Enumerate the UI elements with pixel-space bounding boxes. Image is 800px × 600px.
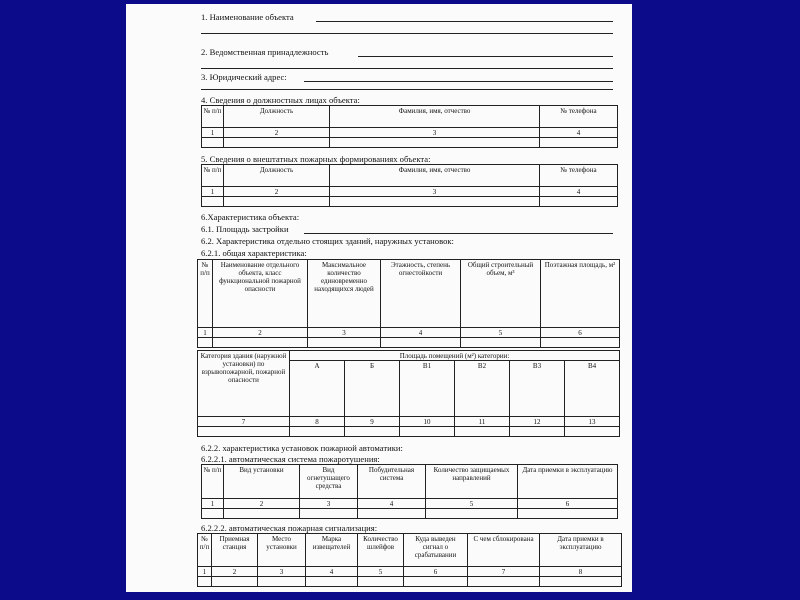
column-number: 6 (518, 499, 618, 509)
column-number: 6 (541, 328, 620, 338)
table-header-cell: Должность (224, 165, 330, 187)
item-1-fill-line (316, 21, 613, 22)
table-header-cell: Фамилия, имя, отчество (330, 165, 540, 187)
table-header-cell: Куда выведен сигнал о срабатывании (404, 534, 468, 567)
item-2-fill-line-2 (201, 68, 613, 69)
table-header-cell: № п/п (198, 534, 212, 567)
table-header-cell: Общий строительный объем, м³ (461, 260, 541, 328)
column-number: 1 (202, 128, 224, 138)
column-number: 1 (198, 328, 213, 338)
item-2-fill-line (358, 56, 613, 57)
fire-units-table (201, 164, 618, 207)
table-header-cell: Поэтажная площадь, м² (541, 260, 620, 328)
category-header: Категория здания (наружной установки) по взрывопожарной, пожарной опасности (198, 351, 290, 417)
table-header-cell: Фамилия, имя, отчество (330, 106, 540, 128)
column-number: 8 (290, 417, 345, 427)
column-number: 7 (468, 567, 540, 577)
item-6-label: 6.Характеристика объекта: (201, 212, 300, 222)
item-1-label: 1. Наименование объекта (201, 12, 294, 22)
table-header-cell: Вид установки (224, 465, 300, 499)
area-header: Площадь помещений (м²) категории: (290, 351, 620, 361)
column-number: 1 (198, 567, 212, 577)
category-column: А (290, 361, 345, 417)
item-5-label: 5. Сведения о внештатных пожарных формированиях объекта: (201, 154, 431, 164)
column-number: 2 (224, 128, 330, 138)
column-number: 6 (404, 567, 468, 577)
category-column: В3 (510, 361, 565, 417)
column-number: 5 (426, 499, 518, 509)
table-header-cell: Дата приемки в эксплуатацию (518, 465, 618, 499)
document-page (126, 4, 632, 592)
column-number: 9 (345, 417, 400, 427)
item-6-1-label: 6.1. Площадь застройки (201, 224, 289, 234)
column-number: 3 (330, 187, 540, 197)
column-number: 1 (202, 187, 224, 197)
column-number: 10 (400, 417, 455, 427)
category-column: В1 (400, 361, 455, 417)
table-header-cell: Наименование отдельного объекта, класс функциональной пожарной опасности (213, 260, 308, 328)
table-header-cell: № п/п (202, 106, 224, 128)
table-header-cell: Приемная станция (212, 534, 258, 567)
category-column: В2 (455, 361, 510, 417)
column-number: 2 (224, 187, 330, 197)
table-header-cell: Дата приемки в эксплуатацию (540, 534, 622, 567)
item-6-2-2-2-label: 6.2.2.2. автоматическая пожарная сигнализация: (201, 523, 378, 533)
item-2-label: 2. Ведомственная принадлежность (201, 47, 329, 57)
table-header-cell: Количество шлейфов (358, 534, 404, 567)
column-number: 3 (300, 499, 358, 509)
column-number: 4 (358, 499, 426, 509)
column-number: 7 (198, 417, 290, 427)
table-header-cell: Должность (224, 106, 330, 128)
officials-table (201, 105, 618, 148)
category-column: В4 (565, 361, 620, 417)
column-number: 2 (212, 567, 258, 577)
item-3-fill-line-2 (201, 89, 613, 90)
fire-alarm-table (197, 533, 622, 587)
building-category-table (197, 350, 620, 437)
column-number: 11 (455, 417, 510, 427)
category-column: Б (345, 361, 400, 417)
extinguishing-system-table (201, 464, 618, 519)
table-header-cell: Этажность, степень огнестойкости (381, 260, 461, 328)
column-number: 5 (461, 328, 541, 338)
table-header-cell: № телефона (540, 106, 618, 128)
table-header-cell: Место установки (258, 534, 306, 567)
table-header-cell: № телефона (540, 165, 618, 187)
column-number: 4 (540, 128, 618, 138)
table-header-cell: Вид огнетушащего средства (300, 465, 358, 499)
item-1-fill-line-2 (201, 33, 613, 34)
column-number: 4 (306, 567, 358, 577)
column-number: 3 (330, 128, 540, 138)
general-characteristics-table (197, 259, 620, 348)
table-header-cell: Максимальное количество единовременно находящихся людей (308, 260, 381, 328)
column-number: 2 (224, 499, 300, 509)
item-6-2-2-label: 6.2.2. характеристика установок пожарной автоматики: (201, 443, 403, 453)
column-number: 12 (510, 417, 565, 427)
column-number: 5 (358, 567, 404, 577)
item-3-label: 3. Юридический адрес: (201, 72, 287, 82)
table-header-cell: № п/п (198, 260, 213, 328)
column-number: 13 (565, 417, 620, 427)
column-number: 3 (258, 567, 306, 577)
table-header-cell: Количество защищаемых направлений (426, 465, 518, 499)
column-number: 2 (213, 328, 308, 338)
item-6-2-1-label: 6.2.1. общая характеристика: (201, 248, 307, 258)
table-header-cell: № п/п (202, 165, 224, 187)
column-number: 1 (202, 499, 224, 509)
table-header-cell: Побудительная система (358, 465, 426, 499)
column-number: 4 (540, 187, 618, 197)
column-number: 4 (381, 328, 461, 338)
column-number: 8 (540, 567, 622, 577)
item-6-2-2-1-label: 6.2.2.1. автоматическая система пожаротушения: (201, 454, 380, 464)
table-header-cell: № п/п (202, 465, 224, 499)
table-header-cell: С чем сблокирована (468, 534, 540, 567)
table-header-cell: Марка извещателей (306, 534, 358, 567)
item-4-label: 4. Сведения о должностных лицах объекта: (201, 95, 360, 105)
item-6-2-label: 6.2. Характеристика отдельно стоящих зданий, наружных установок: (201, 236, 454, 246)
item-6-1-fill-line (304, 233, 613, 234)
item-3-fill-line (304, 81, 613, 82)
column-number: 3 (308, 328, 381, 338)
